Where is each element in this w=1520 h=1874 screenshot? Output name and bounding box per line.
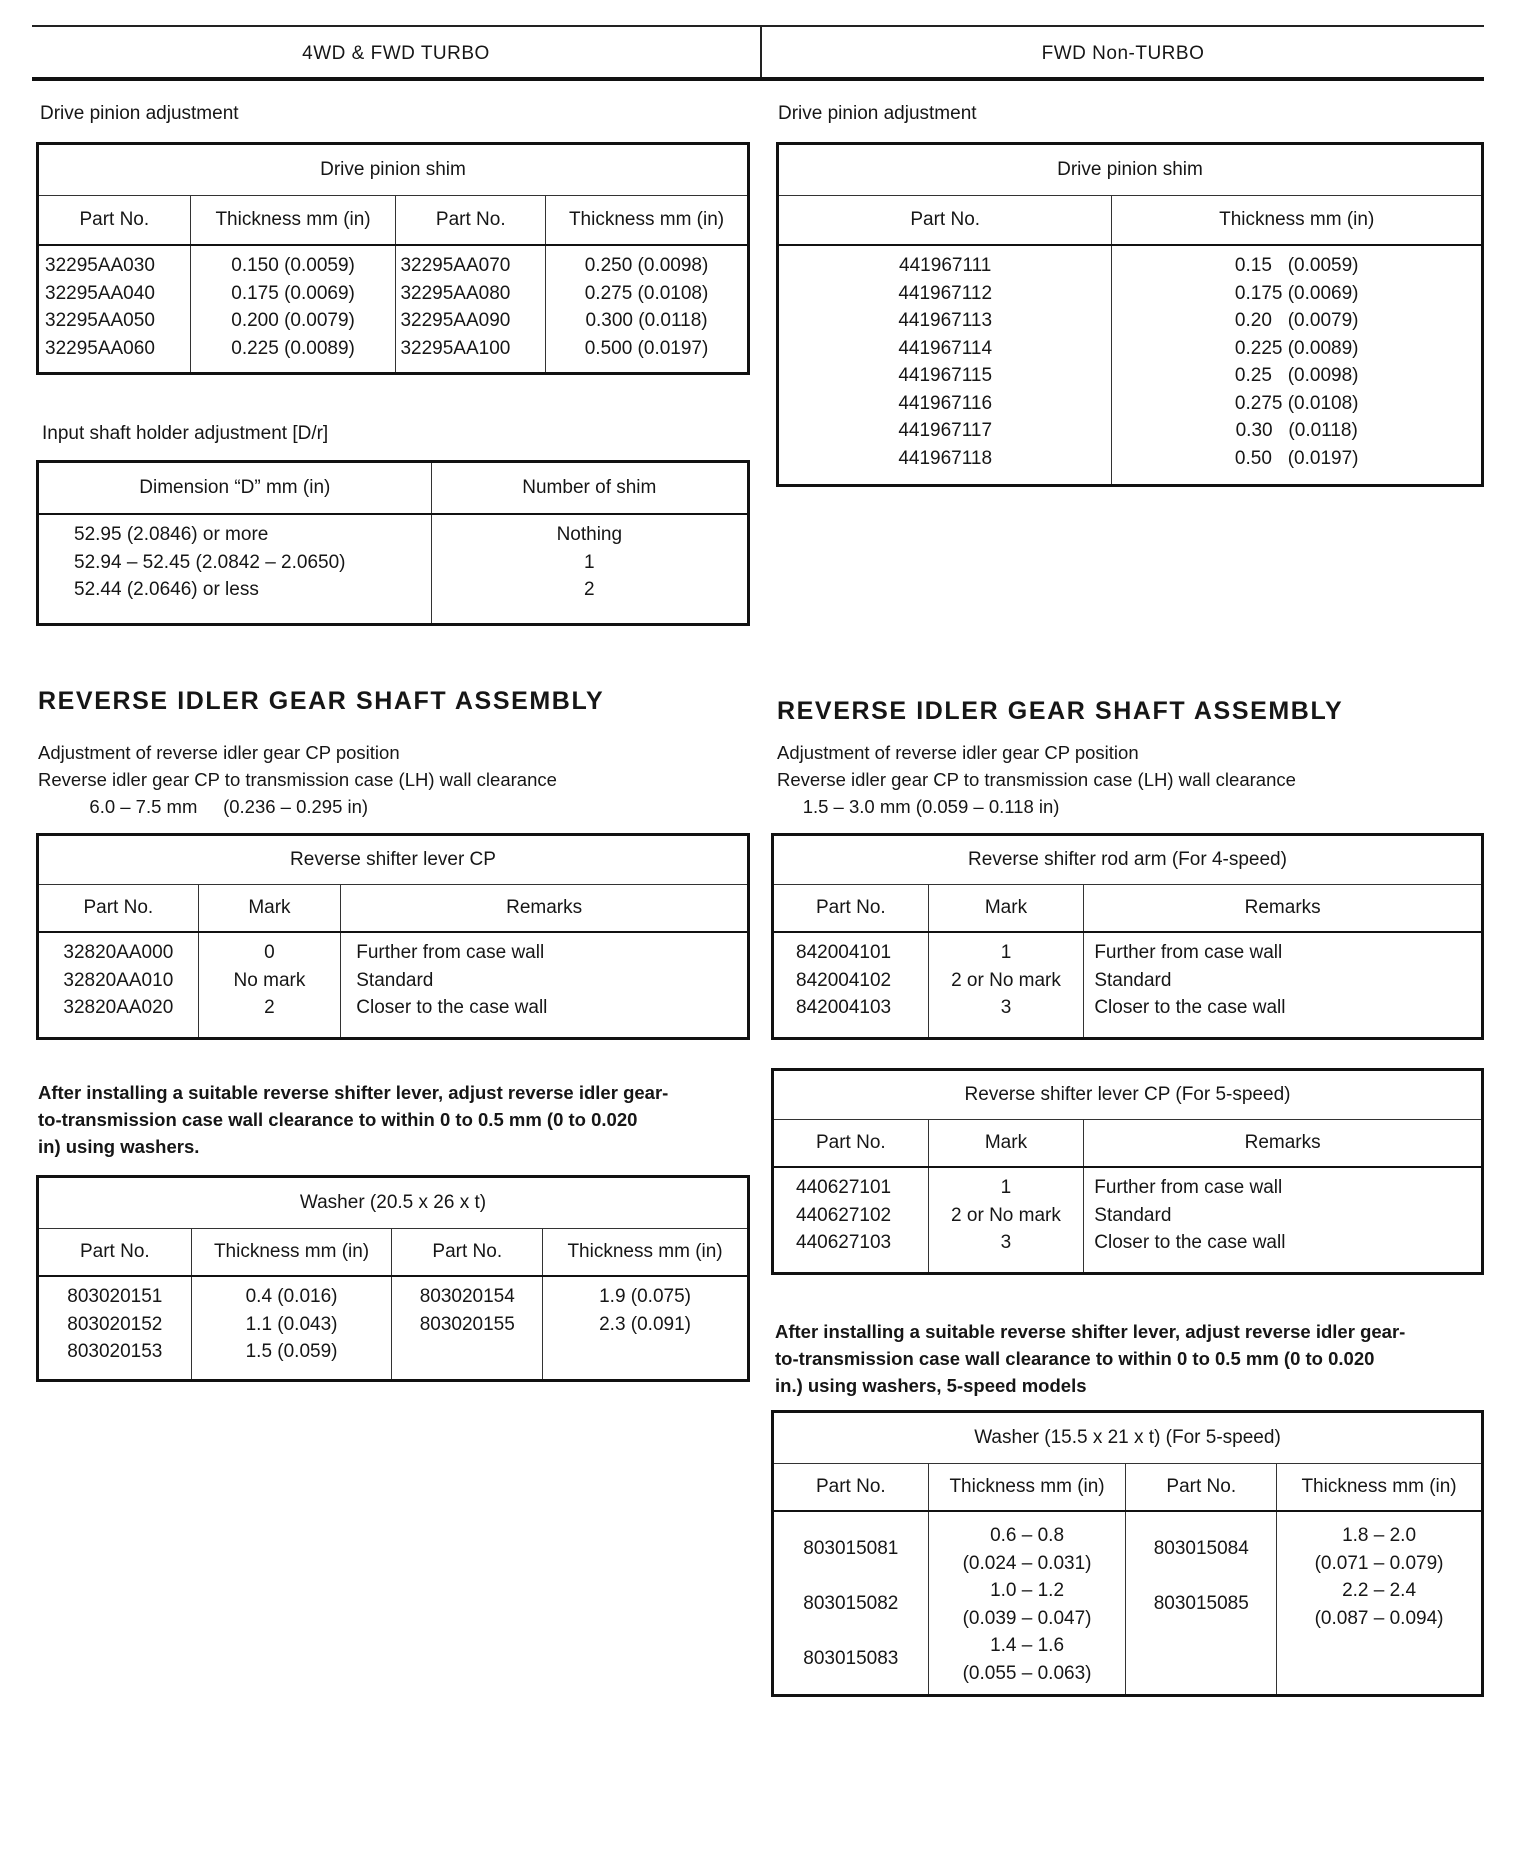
column-header: Part No. [38,885,199,933]
part-number-list: 803015084 803015085 [1153,1538,1249,1614]
table-caption: Washer (15.5 x 21 x t) (For 5-speed) [773,1412,1483,1464]
column-header: Thickness mm (in) [543,1229,749,1277]
column-header: Thickness mm (in) [1112,196,1483,246]
part-number-list: 803015081 803015082 803015083 [803,1538,899,1669]
shim-count-list: Nothing 1 2 [556,524,623,600]
column-header: Number of shim [431,462,748,515]
thickness-list: 0.4 (0.016) 1.1 (0.043) 1.5 (0.059) [245,1286,338,1362]
column-header: Part No. [778,196,1112,246]
column-header: Part No. [38,196,191,246]
column-header: Part No. [773,885,929,933]
mark-list: 1 2 or No mark 3 [951,942,1061,1018]
part-number-list: 32820AA000 32820AA010 32820AA020 [63,942,174,1018]
table-caption: Drive pinion shim [38,144,749,196]
column-header: Thickness mm (in) [546,196,749,246]
left-after-install-text: After installing a suitable reverse shifter lever, adjust reverse idler gear- to-transmission case wall clearance to within 0 to 0.5 mm (0 to 0.020 in) using washers. [38,1082,669,1157]
table-caption: Reverse shifter lever CP [38,835,749,885]
thickness-list: 1.9 (0.075) 2.3 (0.091) [599,1286,691,1335]
thickness-list: 0.15 (0.0059) 0.175 (0.0069) 0.20 (0.0079) 0.225 (0.0089) 0.25 (0.0098) 0.275 (0.0108) 0.30 (0.0118) 0.50 (0.0197) [1234,255,1359,469]
right-reverse-description: Adjustment of reverse idler gear CP position Reverse idler gear CP to transmission case (LH) wall clearance 1.5 – 3.0 mm (0.059 – 0.118 in) [777,742,1296,817]
column-header: Part No. [392,1229,543,1277]
column-header: Mark [198,885,341,933]
column-header: Mark [928,885,1084,933]
mark-list: 1 2 or No mark 3 [951,1177,1061,1253]
column-header: Part No. [38,1229,192,1277]
column-header: Part No. [773,1120,929,1168]
dimension-list: 52.95 (2.0846) or more 52.94 – 52.45 (2.0842 – 2.0650) 52.44 (2.0646) or less [74,524,346,600]
column-header: Remarks [1084,885,1483,933]
part-number-list: 441967111 441967112 441967113 441967114 441967115 441967116 441967117 441967118 [898,255,993,469]
column-header: Thickness mm (in) [928,1464,1126,1512]
left-reverse-description: Adjustment of reverse idler gear CP position Reverse idler gear CP to transmission case (LH) wall clearance 6.0 – 7.5 mm (0.236 – 0.295 in) [38,742,557,817]
part-number-list: 803020154 803020155 [419,1286,515,1335]
table-caption: Reverse shifter lever CP (For 5-speed) [773,1070,1483,1120]
column-header: Part No. [773,1464,929,1512]
header-top-rule [32,25,1484,27]
header-left-title: 4WD & FWD TURBO [302,43,490,64]
table-caption: Reverse shifter rod arm (For 4-speed) [773,835,1483,885]
thickness-list: 0.250 (0.0098) 0.275 (0.0108) 0.300 (0.0118) 0.500 (0.0197) [584,255,709,359]
column-header: Remarks [1084,1120,1483,1168]
left-reverse-lever-table [36,833,750,1040]
remarks-list: Further from case wall Standard Closer to the case wall [356,942,548,1018]
right-washer-table [771,1410,1484,1697]
left-input-shaft-table [36,460,750,626]
thickness-list: 0.6 – 0.8 (0.024 – 0.031) 1.0 – 1.2 (0.039 – 0.047) 1.4 – 1.6 (0.055 – 0.063) [962,1525,1092,1684]
table-caption: Washer (20.5 x 26 x t) [38,1177,749,1229]
column-header: Dimension “D” mm (in) [38,462,432,515]
part-number-list: 32295AA030 32295AA040 32295AA050 32295AA060 [45,255,155,359]
thickness-list: 0.150 (0.0059) 0.175 (0.0069) 0.200 (0.0079) 0.225 (0.0089) [231,255,355,359]
left-washer-table [36,1175,750,1382]
remarks-list: Further from case wall Standard Closer to the case wall [1094,1177,1286,1253]
column-header: Part No. [396,196,546,246]
right-after-install-text: After installing a suitable reverse shifter lever, adjust reverse idler gear- to-transmission case wall clearance to within 0 to 0.5 mm (0 to 0.020 in.) using washers, 5-speed models [775,1321,1406,1396]
thickness-list: 1.8 – 2.0 (0.071 – 0.079) 2.2 – 2.4 (0.087 – 0.094) [1314,1525,1444,1629]
column-header: Thickness mm (in) [190,196,396,246]
part-number-list: 803020151 803020152 803020153 [67,1286,163,1362]
column-header: Remarks [341,885,749,933]
header-bottom-rule [32,77,1484,81]
left-drive-label: Drive pinion adjustment [40,103,239,124]
right-reverse-lever-table [771,1068,1484,1275]
right-reverse-rod-arm-table [771,833,1484,1040]
left-input-shaft-label: Input shaft holder adjustment [D/r] [42,423,329,444]
right-section-heading: REVERSE IDLER GEAR SHAFT ASSEMBLY [777,697,1344,725]
mark-list: 0 No mark 2 [233,942,306,1018]
column-header: Mark [928,1120,1084,1168]
part-number-list: 32295AA070 32295AA080 32295AA090 32295AA100 [400,255,511,359]
remarks-list: Further from case wall Standard Closer to the case wall [1094,942,1286,1018]
column-header: Thickness mm (in) [1277,1464,1483,1512]
part-number-list: 440627101 440627102 440627103 [796,1177,892,1253]
header-right-title: FWD Non-TURBO [1041,43,1205,64]
table-caption: Drive pinion shim [778,144,1483,196]
right-drive-pinion-table [776,142,1484,487]
column-header: Part No. [1126,1464,1277,1512]
column-header: Thickness mm (in) [191,1229,392,1277]
right-drive-label: Drive pinion adjustment [778,103,977,124]
left-section-heading: REVERSE IDLER GEAR SHAFT ASSEMBLY [38,687,605,715]
left-drive-pinion-table [36,142,750,375]
part-number-list: 842004101 842004102 842004103 [796,942,892,1018]
